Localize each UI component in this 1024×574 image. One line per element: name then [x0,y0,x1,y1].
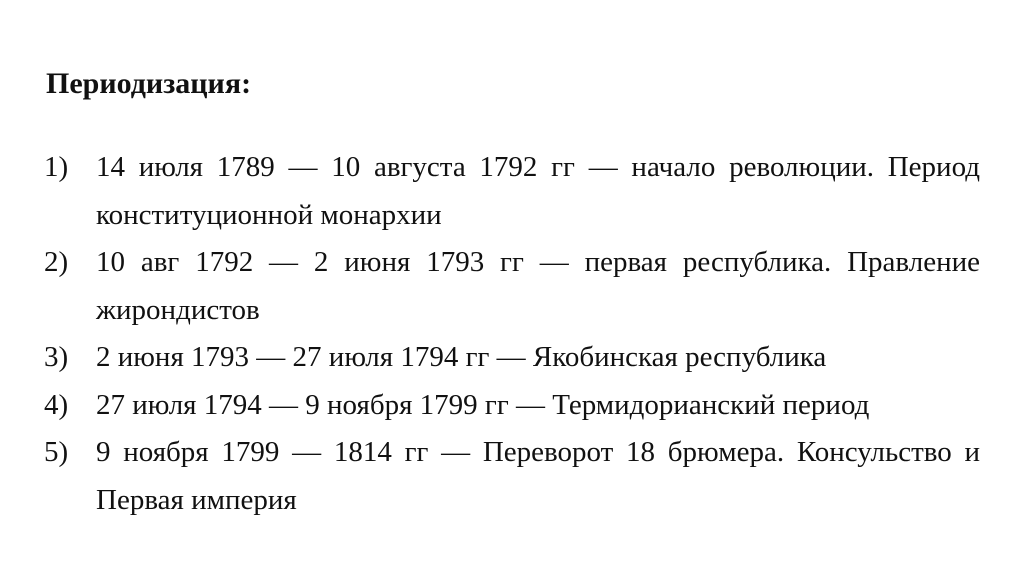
period-item-2 [44,239,980,334]
period-number: 3) [44,341,69,373]
period-item-4 [44,382,980,430]
period-number: 5) [44,436,69,468]
period-text: 2 июня 1793 — 27 июля 1794 гг — Якобинская республика [96,341,827,373]
period-item-1 [44,144,980,239]
period-text: 10 авг 1792 — 2 июня 1793 гг — первая республика. Правление жирондистов [96,246,980,326]
period-item-3 [44,334,980,382]
period-number: 4) [44,388,69,421]
period-text: 27 июля 1794 — 9 ноября 1799 гг — Термидорианский период [96,388,870,421]
period-text: 9 ноября 1799 — 1814 гг — Переворот 18 брюмера. Консульство и Первая империя [96,436,980,516]
period-item-5 [44,429,980,524]
period-list [44,144,980,524]
period-text: 14 июля 1789 — 10 августа 1792 гг — начало революции. Период конституционной монархии [96,151,980,231]
slide-heading: Периодизация: [46,67,252,100]
period-number: 1) [44,151,69,183]
period-number: 2) [44,246,69,278]
